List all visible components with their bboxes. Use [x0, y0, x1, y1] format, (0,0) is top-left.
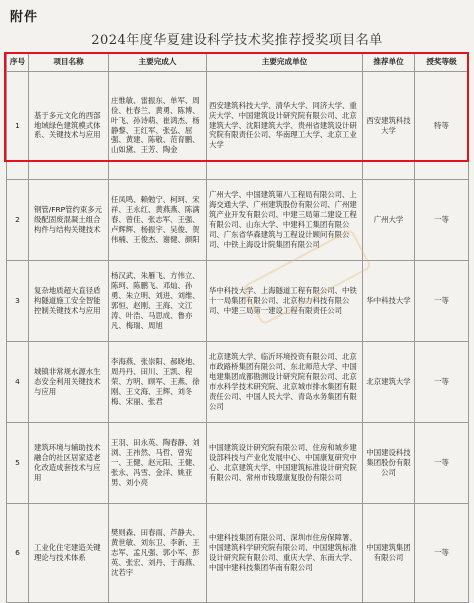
row-grade: 一等 [415, 180, 469, 261]
row-grade: 一等 [415, 342, 469, 423]
row-nominator: 西安建筑科技大学 [363, 72, 415, 180]
header-nominator: 推荐单位 [363, 53, 415, 72]
row-no: 6 [7, 504, 29, 603]
row-grade: 一等 [415, 423, 469, 504]
award-table [6, 52, 469, 603]
row-units: 广州大学、中国建筑第八工程局有限公司、上海交通大学、广州建筑股份有限公司、广州建筑产业开发有限公司、中建三局第二建设工程有限公司、山东大学、中建科工集团有限公司、广东省华森建筑与工程设计顾问有限公司、中铁上海设计院集团有限公司 [207, 180, 363, 261]
table-row [7, 180, 469, 261]
row-units: 中建科技集团有限公司、深圳市住房保障署、中国建筑科学研究院有限公司、中国建筑标准设计研究院有限公司、重庆大学、东南大学、中国中建科技集团华南有限公司 [207, 504, 363, 603]
row-people: 杨汉武、朱雁飞、方伟立、陈珂、陈鹏飞、邓灿、孙勇、朱立明、刘进、刘维、郭恒、赵刚、王海、文江涛、叶浩、马思成、鲁亦凡、梅瑞、周旭 [109, 261, 207, 342]
row-people: 庄惟敏、雷振东、单军、周俭、杜春兰、黄勇、陈博、叶飞、孙诗萌、崔鸿杰、杨静黎、王红军、张弘、屈强、黄建、陈敬、范育鹏、山如黛、王芳、陶金 [109, 72, 207, 180]
row-grade: 一等 [415, 261, 469, 342]
row-project-name: 钢管/FRP管约束多元级配固废混凝土组合构件与结构关键技术 [29, 180, 109, 261]
row-nominator: 中国建设科技集团股份有限公司 [363, 423, 415, 504]
attachment-label: 附件 [10, 10, 39, 25]
table-row [7, 72, 469, 180]
row-units: 华中科技大学、上海隧道工程有限公司、中铁十一局集团有限公司、北京构力科技有限公司、中建三局第一建设工程有限责任公司 [207, 261, 363, 342]
row-nominator: 华中科技大学 [363, 261, 415, 342]
table-row [7, 261, 469, 342]
row-project-name: 复杂地质超大直径盾构隧道施工安全智能控制关键技术与应用 [29, 261, 109, 342]
row-no: 3 [7, 261, 29, 342]
table-row [7, 342, 469, 423]
table-header-row [7, 53, 469, 72]
row-units: 中国建筑设计研究院有限公司、住房和城乡建设部科技与产业化发展中心、中国康复研究中心、北京建筑大学、中国建筑标准设计研究院有限公司、常州市钱璟康复股份有限公司 [207, 423, 363, 504]
row-no: 4 [7, 342, 29, 423]
row-project-name: 工业化住宅建造关键理论与技术体系 [29, 504, 109, 603]
header-project-name: 项目名称 [29, 53, 109, 72]
row-grade: 一等 [415, 504, 469, 603]
header-no: 序号 [7, 53, 29, 72]
row-people: 王羽、田永英、陶春静、刘浏、王祎然、马哲、曾宪一、王健、赵元阳、王健、张永、冯雪、金洋、姚亚男、刘小亮 [109, 423, 207, 504]
table-row [7, 504, 469, 603]
row-grade: 特等 [415, 72, 469, 180]
header-units: 主要完成单位 [207, 53, 363, 72]
row-no: 2 [7, 180, 29, 261]
row-nominator: 广州大学 [363, 180, 415, 261]
row-nominator: 中国建筑集团有限公司 [363, 504, 415, 603]
row-project-name: 城镇非常规水源水生态安全利用关键技术与应用 [29, 342, 109, 423]
row-project-name: 建筑环境与辅助技术融合的社区居家适老化改造成套技术与应用 [29, 423, 109, 504]
row-people: 任凤鸣、赖勉宁、柯珂、宋祥、王永红、黄燕燕、陈满春、曾佳、张志军、王强、卢辉辉、杨振宇、吴俊、贺伟楠、王俊杰、谢健、颜阳 [109, 180, 207, 261]
row-people: 樊则森、田春雨、芦静夫、黄世敏、刘东卫、李新、王志军、孟凡强、郭小军、彭英、张宏、刘丹、于海燕、沈若宇 [109, 504, 207, 603]
row-no: 5 [7, 423, 29, 504]
row-project-name: 基于多元文化的西部地域绿色建筑模式体系、关键技术与应用 [29, 72, 109, 180]
header-grade: 授奖等级 [415, 53, 469, 72]
row-people: 李海燕、张崇阳、郝晓地、周丹丹、田川、王凯、程荣、方明、顾军、王燕、徐刚、王文海、王辉、刘冬梅、宋丽、张君 [109, 342, 207, 423]
row-no: 1 [7, 72, 29, 180]
row-nominator: 北京建筑大学 [363, 342, 415, 423]
page-title: 2024年度华夏建设科学技术奖推荐授奖项目名单 [91, 33, 383, 48]
row-units: 西安建筑科技大学、清华大学、同济大学、重庆大学、中国建筑设计研究院有限公司、北京建筑大学、沈阳建筑大学、贵州省建筑设计研究院有限责任公司、华南理工大学、北京工业大学 [207, 72, 363, 180]
row-units: 北京建筑大学、临沂环境投资有限公司、北京市政路桥集团有限公司、东北师范大学、中国电建集团成都勘测设计研究院有限公司、北京市水科学技术研究院、北京城市排水集团有限责任公司、中国人民大学、青岛水务集团有限公司 [207, 342, 363, 423]
header-people: 主要完成人 [109, 53, 207, 72]
table-row [7, 423, 469, 504]
